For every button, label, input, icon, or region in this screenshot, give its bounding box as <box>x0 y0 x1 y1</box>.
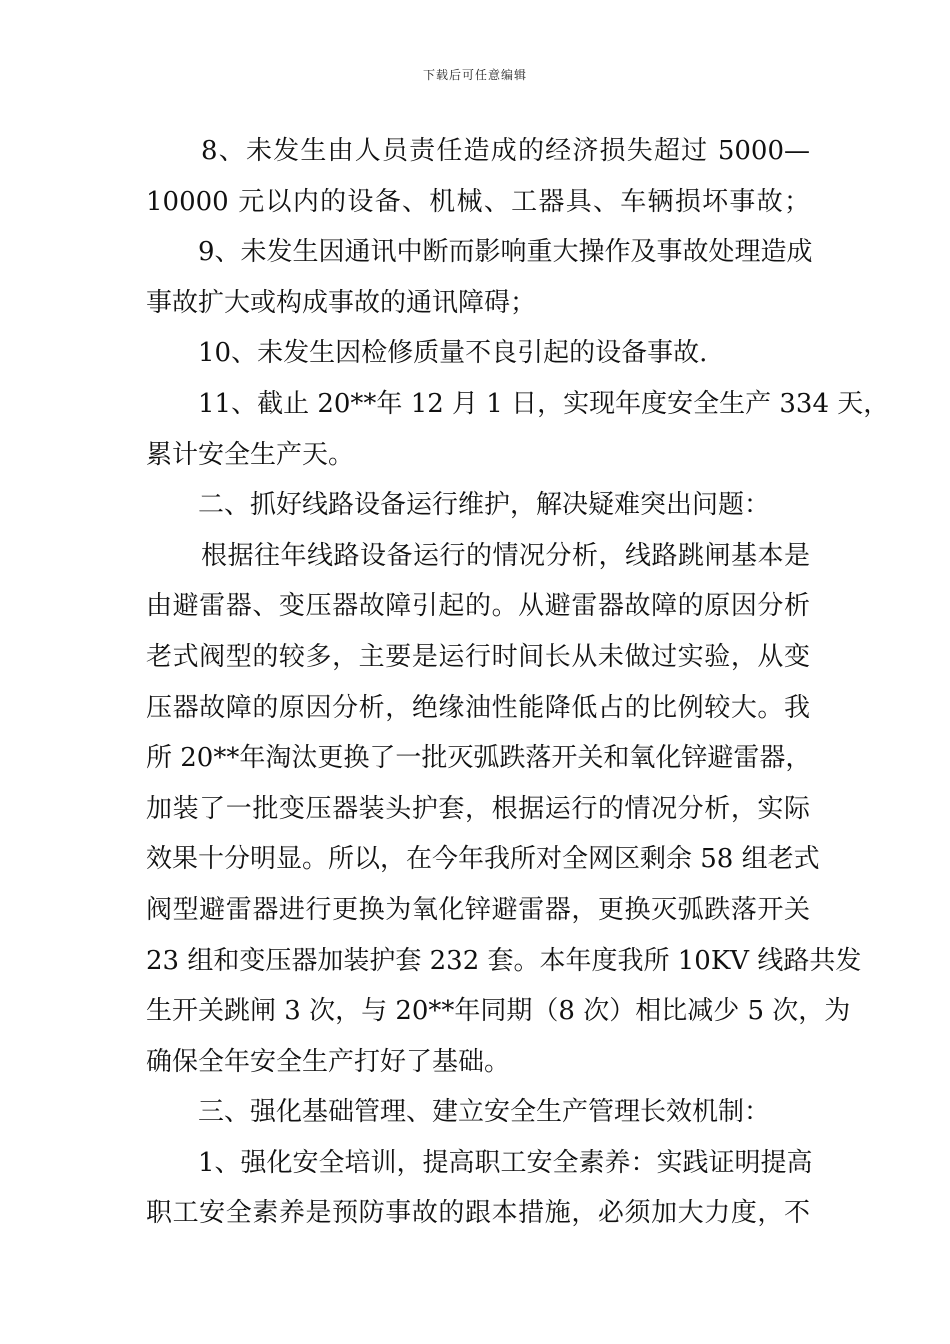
paragraph-line: 所 20**年淘汰更换了一批灭弧跌落开关和氧化锌避雷器， <box>146 743 812 774</box>
paragraph-line: 11、截止 20**年 12 月 1 日，实现年度安全生产 334 天， <box>198 388 890 419</box>
section-heading: 三、强化基础管理、建立安全生产管理长效机制： <box>198 1097 771 1128</box>
paragraph-line: 1、强化安全培训，提高职工安全素养：实践证明提高 <box>198 1147 813 1178</box>
paragraph-line: 生开关跳闸 3 次，与 20**年同期（8 次）相比减少 5 次，为 <box>146 996 851 1027</box>
paragraph-line: 由避雷器、变压器故障引起的。从避雷器故障的原因分析 <box>146 591 810 622</box>
paragraph-line: 8、未发生由人员责任造成的经济损失超过 5000— <box>201 136 810 166</box>
paragraph-line: 确保全年安全生产打好了基础。 <box>146 1046 511 1077</box>
document-body <box>146 126 890 1239</box>
paragraph-line: 根据往年线路设备运行的情况分析，线路跳闸基本是 <box>201 540 810 571</box>
paragraph-line: 10、未发生因检修质量不良引起的设备事故. <box>198 338 708 369</box>
paragraph-line: 加装了一批变压器装头护套，根据运行的情况分析，实际 <box>146 793 810 824</box>
paragraph-line: 压器故障的原因分析，绝缘油性能降低占的比例较大。我 <box>146 692 810 723</box>
paragraph-line: 事故扩大或构成事故的通讯障碍； <box>146 287 537 318</box>
header-note: 下载后可任意编辑 <box>422 68 527 82</box>
paragraph-line: 职工安全素养是预防事故的跟本措施，必须加大力度，不 <box>146 1198 810 1229</box>
paragraph-line: 10000 元以内的设备、机械、工器具、车辆损坏事故； <box>146 186 810 217</box>
paragraph-line: 效果十分明显。所以，在今年我所对全网区剩余 58 组老式 <box>146 844 820 875</box>
paragraph-line: 阀型避雷器进行更换为氧化锌避雷器，更换灭弧跌落开关 <box>146 894 810 925</box>
paragraph-line: 老式阀型的较多，主要是运行时间长从未做过实验，从变 <box>146 641 810 672</box>
paragraph-line: 累计安全生产天。 <box>146 439 355 470</box>
paragraph-line: 23 组和变压器加装护套 232 套。本年度我所 10KV 线路共发 <box>146 945 862 976</box>
section-heading: 二、抓好线路设备运行维护，解决疑难突出问题： <box>198 490 771 521</box>
paragraph-line: 9、未发生因通讯中断而影响重大操作及事故处理造成 <box>198 237 813 268</box>
